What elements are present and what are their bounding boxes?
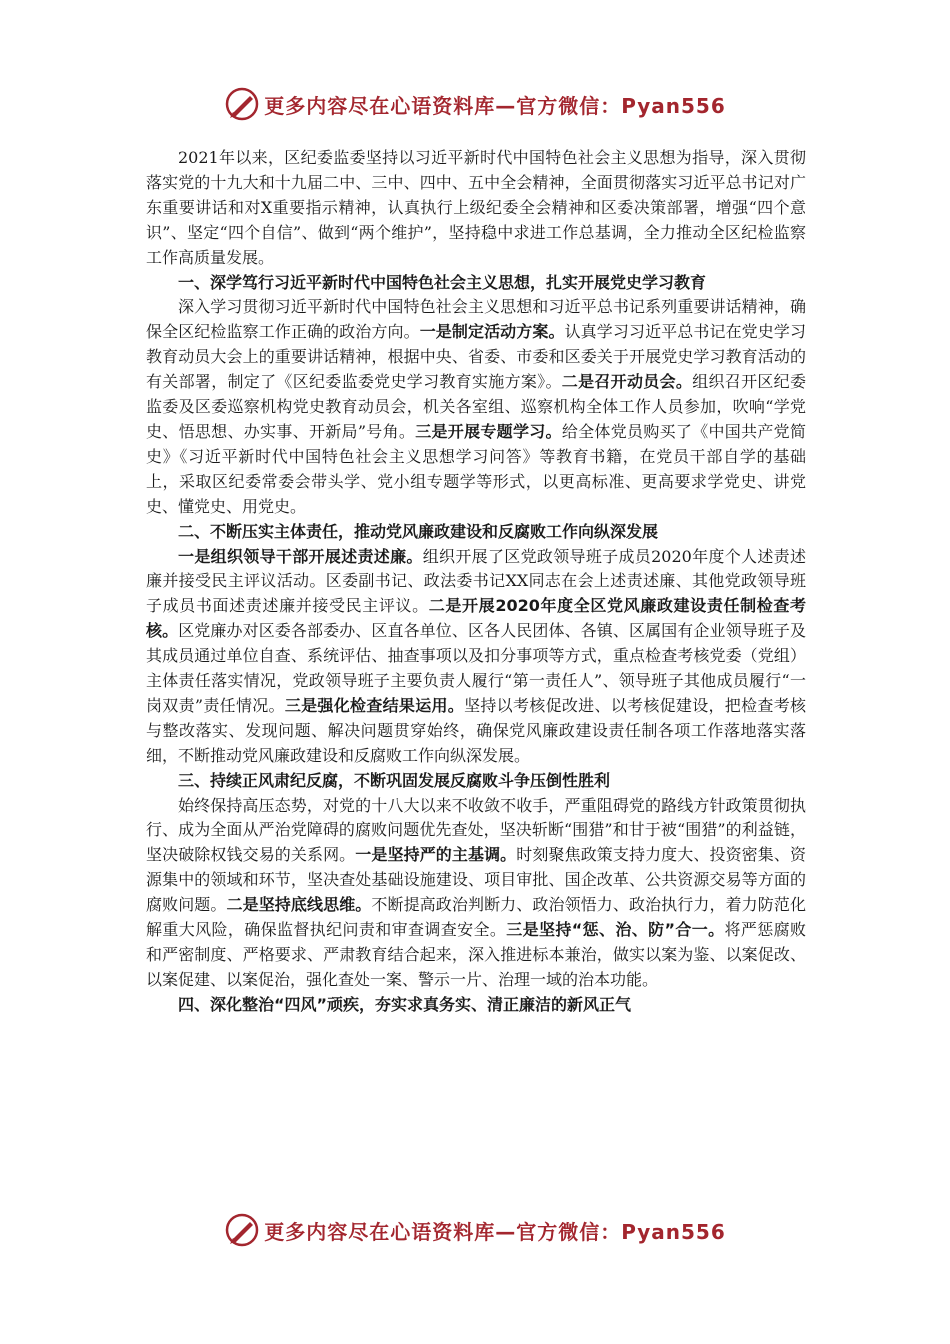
- text-run: 组织召开区纪委监委及区委巡察机构党史教育动员会，机关各室组、巡察机构全体工作人员参加，吹响“学党史、悟思想、办实事、开新局”号角。: [146, 372, 806, 441]
- text-run: 区党廉办对区委各部委办、区直各单位、区各人民团体、各镇、区属国有企业领导班子及其成员通过单位自查、系统评估、抽查事项以及扣分事项等方式，重点检查考核党委（党组）主体责任落实情况，党政领导班子主要负责人履行“第一责任人”、领导班子其他成员履行“一岗双责”责任情况。: [146, 621, 806, 715]
- text-run: 不断提高政治判断力、政治领悟力、政治执行力，着力防范化解重大风险，确保监督执纪问责和审查调查安全。: [146, 895, 806, 940]
- bold-phrase: 二是召开动员会。: [561, 372, 693, 392]
- bold-phrase: 二是坚持底线思维。: [226, 895, 372, 915]
- bold-phrase: 三是坚持“惩、治、防”合一。: [506, 920, 725, 940]
- bold-phrase: 二是开展2020年度全区党风廉政建设责任制检查考核。: [146, 596, 806, 641]
- pen-logo-icon: [224, 86, 260, 122]
- text-run: 将严惩腐败和严密制度、严格要求、严肃教育结合起来，深入推进标本兼治，做实以案为鉴、以案促改、以案促建、以案促治，强化查处一案、警示一片、治理一域的治本功能。: [146, 920, 806, 989]
- bold-phrase: 三是强化检查结果运用。: [284, 695, 465, 715]
- pen-logo-icon: [224, 1212, 260, 1248]
- watermark-banner-top: [0, 84, 950, 124]
- bold-phrase: 一是组织领导干部开展述责述廉。: [178, 546, 423, 566]
- text-run: 组织开展了区党政领导班子成员2020年度个人述责述廉并接受民主评议活动。区委副书记、政法委书记XX同志在会上述责述廉、其他党政领导班子成员书面述责述廉并接受民主评议。: [146, 546, 806, 616]
- body-paragraph: [146, 146, 806, 271]
- text-run: 给全体党员购买了《中国共产党简史》《习近平新时代中国特色社会主义思想学习问答》等教育书籍，在党员干部自学的基础上，采取区纪委常委会带头学、党小组专题学等形式，以更高标准、更高要求学党史、讲党史、懂党史、用党史。: [146, 421, 806, 516]
- text-run: 始终保持高压态势，对党的十八大以来不收敛不收手，严重阻碍党的路线方针政策贯彻执行、成为全面从严治党障碍的腐败问题优先查处，坚决斩断“围猎”和甘于被“围猎”的利益链，坚决破除权钱交易的关系网。: [146, 795, 806, 865]
- text-run: 时刻聚焦政策支持力度大、投资密集、资源集中的领域和环节，坚决查处基础设施建设、项目审批、国企改革、公共资源交易等方面的腐败问题。: [146, 845, 806, 915]
- body-paragraph: [146, 545, 806, 769]
- text-run: 深入学习贯彻习近平新时代中国特色社会主义思想和习近平总书记系列重要讲话精神，确保全区纪检监察工作正确的政治方向。: [146, 297, 806, 342]
- section-heading: 三、持续正风肃纪反腐，不断巩固发展反腐败斗争压倒性胜利: [178, 770, 611, 790]
- section-heading: 一、深学笃行习近平新时代中国特色社会主义思想，扎实开展党史学习教育: [178, 272, 707, 292]
- watermark-banner-bottom: [0, 1210, 950, 1250]
- watermark-text: 更多内容尽在心语资料库—官方微信：Pyan556: [264, 1219, 726, 1244]
- bold-phrase: 一是制定活动方案。: [419, 322, 565, 342]
- text-run: 坚持以考核促改进、以考核促建设，把检查考核与整改落实、发现问题、解决问题贯穿始终，确保党风廉政建设责任制各项工作落地落实落细，不断推动党风廉政建设和反腐败工作向纵深发展。: [146, 695, 806, 765]
- body-paragraph: [146, 295, 806, 519]
- document-body: [146, 146, 806, 1018]
- watermark-text: 更多内容尽在心语资料库—官方微信：Pyan556: [264, 93, 726, 118]
- bold-phrase: 三是开展专题学习。: [415, 421, 562, 441]
- bold-phrase: 一是坚持严的主基调。: [355, 845, 517, 865]
- text-run: 认真学习习近平总书记在党史学习教育动员大会上的重要讲话精神，根据中央、省委、市委和区委关于开展党史学习教育活动的有关部署，制定了《区纪委监委党史学习教育实施方案》。: [146, 322, 806, 392]
- section-heading: 二、不断压实主体责任，推动党风廉政建设和反腐败工作向纵深发展: [178, 521, 659, 541]
- body-paragraph: [146, 794, 806, 993]
- section-heading: 四、深化整治“四风”顽疾，夯实求真务实、清正廉洁的新风正气: [178, 994, 632, 1014]
- text-run: 2021年以来，区纪委监委坚持以习近平新时代中国特色社会主义思想为指导，深入贯彻落实党的十九大和十九届二中、三中、四中、五中全会精神，全面贯彻落实习近平总书记对广东重要讲话和对X重要指示精神，认真执行上级纪委全会精神和区委决策部署，增强“四个意识”、坚定“四个自信”、做到“两个维护”，坚持稳中求进工作总基调，全力推动全区纪检监察工作高质量发展。: [146, 148, 806, 267]
